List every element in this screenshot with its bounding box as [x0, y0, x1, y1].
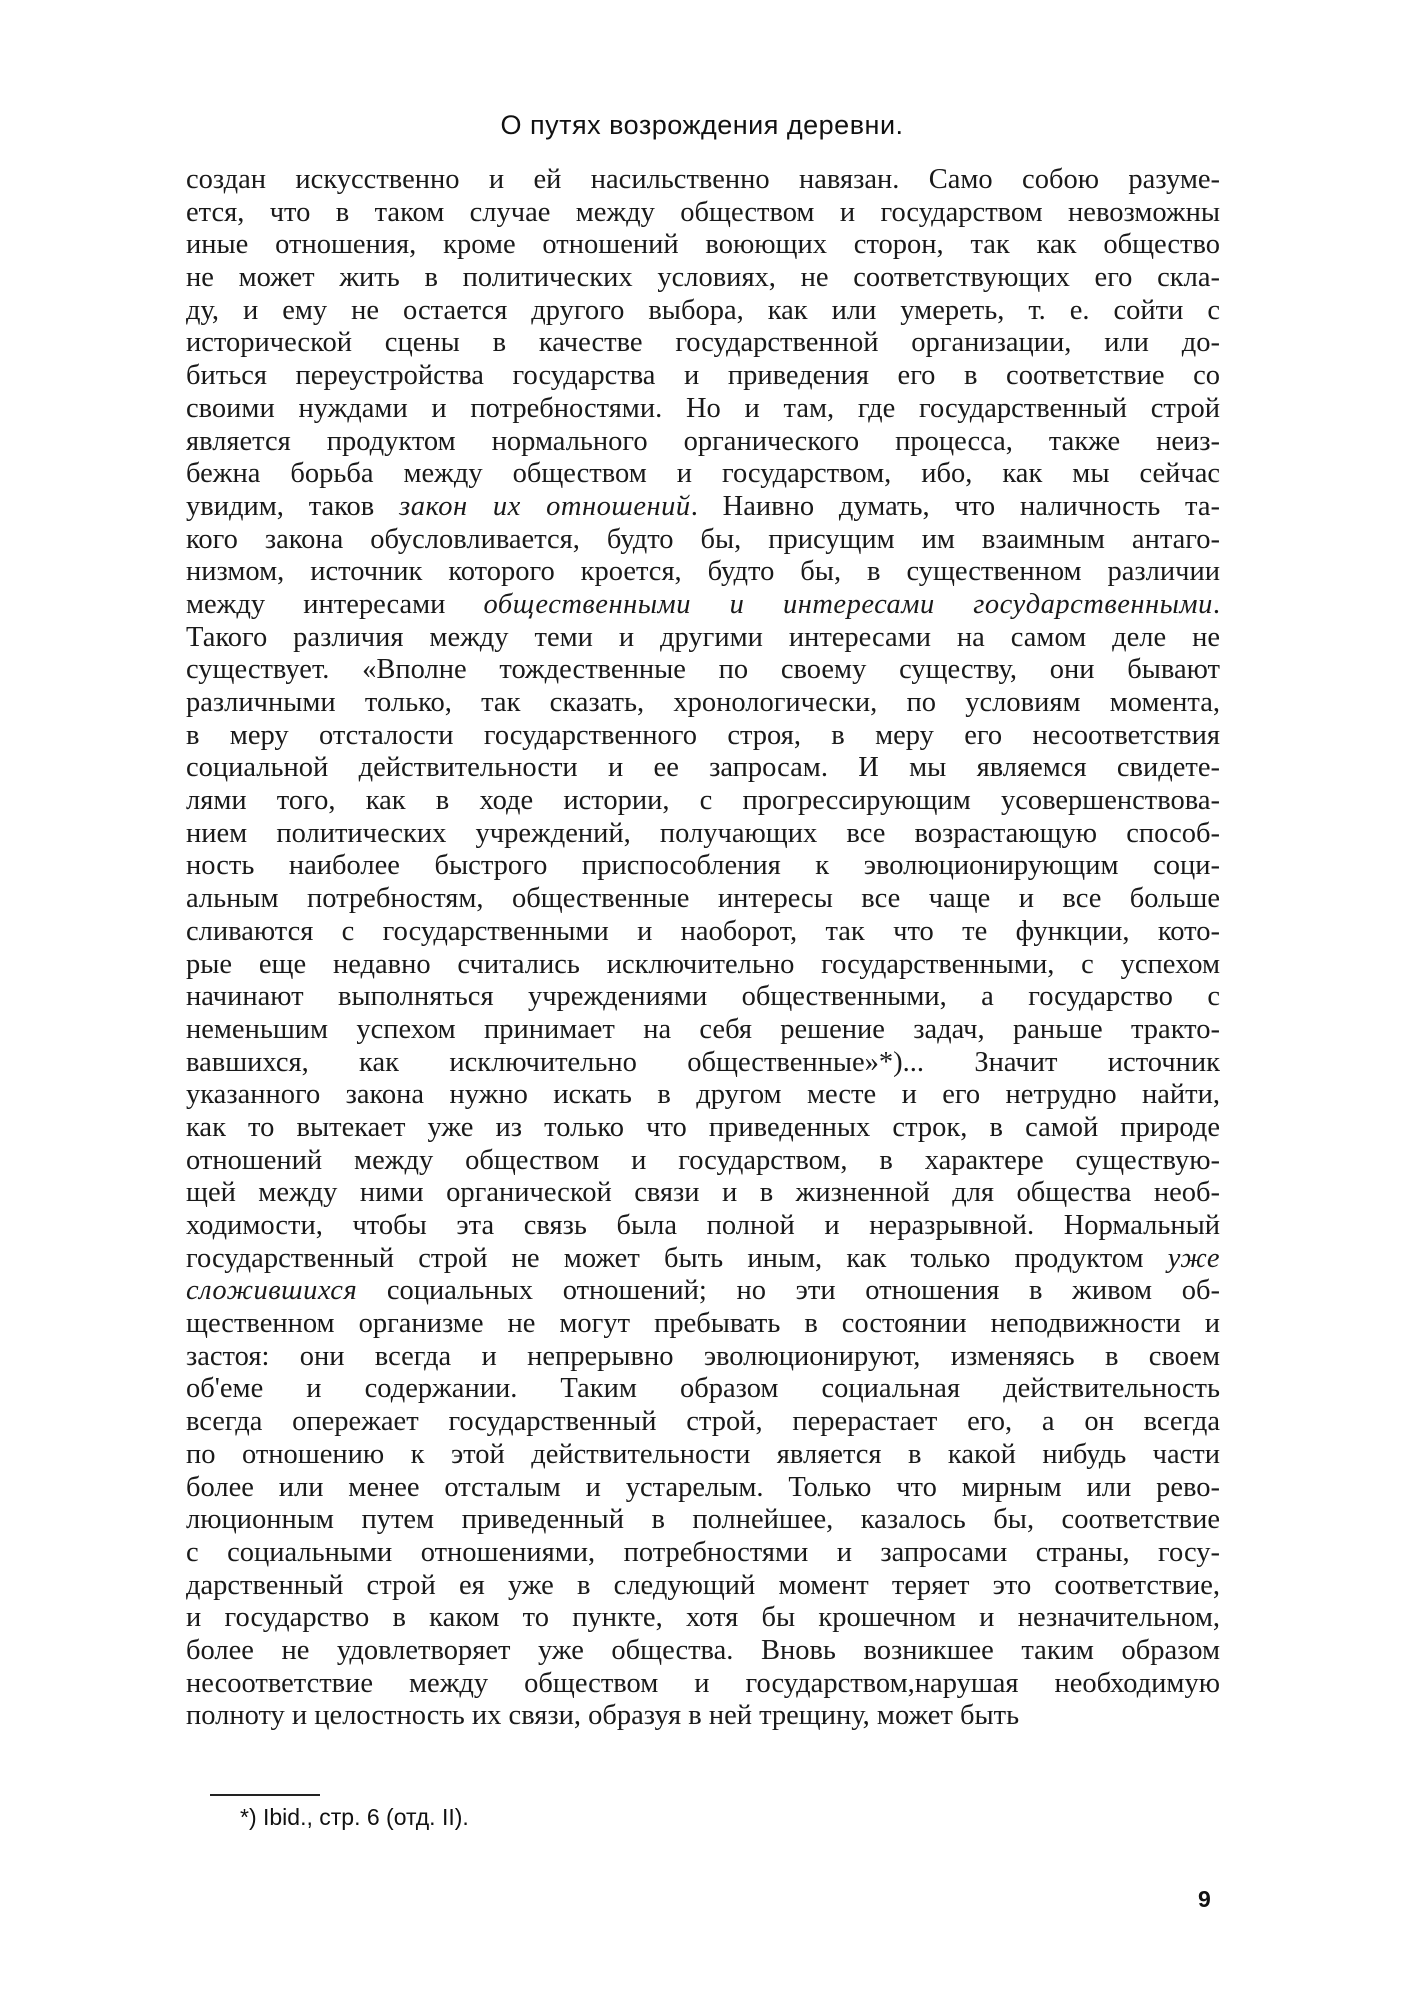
- text-segment: более или менее отсталым и устарелым. Только что мирным или рево-: [186, 1471, 1220, 1503]
- text-segment: сливаются с государственными и наоборот, так что те функции, кото-: [186, 915, 1220, 947]
- text-segment: бежна борьба между обществом и государством, ибо, как мы сейчас: [186, 458, 1220, 490]
- text-segment: иные отношения, кроме отношений воюющих сторон, так как общество: [186, 229, 1220, 261]
- text-segment: начинают выполняться учреждениями общественными, а государство с: [186, 981, 1220, 1013]
- text-segment: щественном организме не могут пребывать в состоянии неподвижности и: [186, 1308, 1220, 1340]
- text-line: [186, 1439, 1220, 1472]
- footnote: *) Ibid., стр. 6 (отд. II).: [240, 1804, 469, 1830]
- text-line: [186, 1210, 1220, 1243]
- page-number: 9: [1198, 1886, 1211, 1912]
- text-line: [186, 1373, 1220, 1406]
- text-segment: неменьшим успехом принимает на себя решение задач, раньше тракто-: [186, 1013, 1220, 1045]
- text-segment: ходимости, чтобы эта связь была полной и неразрывной. Нормальный: [186, 1210, 1220, 1241]
- text-segment: в меру отсталости государственного строя, в меру его несоответствия: [186, 719, 1220, 751]
- text-line: [186, 491, 1220, 524]
- text-segment: дарственный строй ея уже в следующий момент теряет это соответствие,: [186, 1569, 1220, 1601]
- text-line: [186, 1014, 1220, 1047]
- text-line: [186, 720, 1220, 753]
- text-segment: вавшихся, как исключительно общественные»*)... Значит источник: [186, 1046, 1220, 1078]
- text-line: [186, 1570, 1220, 1603]
- text-segment: ется, что в таком случае между обществом и государством невозможны: [186, 196, 1220, 228]
- text-line: [186, 589, 1220, 622]
- text-segment: и государство в каком то пункте, хотя бы крошечном и незначительном,: [186, 1602, 1220, 1634]
- text-segment: . Наивно думать, что наличность та-: [690, 490, 1220, 522]
- text-segment: ду, и ему не остается другого выбора, как или умереть, т. е. сойти с: [186, 294, 1220, 326]
- text-segment: более не удовлетворяет уже общества. Вновь возникшее таким образом: [186, 1634, 1220, 1666]
- text-line: [186, 426, 1220, 459]
- text-line: [186, 1406, 1220, 1439]
- text-segment: различными только, так сказать, хронологически, по условиям момента,: [186, 687, 1220, 718]
- text-line: [186, 360, 1220, 393]
- text-segment: полноту и целостность их связи, образуя в ней трещину, может быть: [186, 1700, 1020, 1732]
- text-segment: является продуктом нормального органического процесса, также неиз-: [186, 425, 1220, 457]
- text-segment: Такого различия между теми и другими интересами на самом деле не: [186, 621, 1220, 653]
- text-line: [186, 916, 1220, 949]
- body-text: [186, 164, 1220, 1733]
- text-line: [186, 1177, 1220, 1210]
- text-line: [186, 1668, 1220, 1701]
- text-line: [186, 458, 1220, 491]
- text-segment: как то вытекает уже из только что приведенных строк, в самой природе: [186, 1111, 1220, 1143]
- text-segment: об'еме и содержании. Таким образом социальная действительность: [186, 1373, 1220, 1405]
- text-segment: по отношению к этой действительности является в какой нибудь части: [186, 1438, 1220, 1470]
- text-segment: кого закона обусловливается, будто бы, присущим им взаимным антаго-: [186, 523, 1220, 555]
- text-line: [186, 1145, 1220, 1178]
- running-title: О путях возрождения деревни.: [500, 110, 904, 140]
- text-line: [186, 1112, 1220, 1145]
- text-line: [186, 622, 1220, 655]
- text-line: [186, 1275, 1220, 1308]
- text-line: [186, 295, 1220, 328]
- text-segment: социальной действительности и ее запросам. И мы являемся свидете-: [186, 752, 1220, 784]
- text-line: [186, 229, 1220, 262]
- emphasis-text: закон их отношений: [399, 490, 691, 522]
- text-line: [186, 164, 1220, 197]
- text-line: [186, 818, 1220, 851]
- text-line: [186, 687, 1220, 720]
- text-line: [186, 1504, 1220, 1537]
- text-line: [186, 524, 1220, 557]
- text-line: [186, 752, 1220, 785]
- text-line: [186, 1308, 1220, 1341]
- text-line: [186, 850, 1220, 883]
- text-segment: щей между ними органической связи и в жизненной для общества необ-: [186, 1177, 1220, 1209]
- text-line: [186, 393, 1220, 426]
- text-line: [186, 1537, 1220, 1570]
- text-line: [186, 1341, 1220, 1374]
- text-line: [186, 1047, 1220, 1080]
- footnote-rule: [210, 1794, 320, 1796]
- text-line: [186, 1243, 1220, 1276]
- text-line: [186, 1079, 1220, 1112]
- text-line: [186, 262, 1220, 295]
- text-segment: альным потребностям, общественные интересы все чаще и все больше: [186, 883, 1220, 915]
- text-segment: рые еще недавно считались исключительно государственными, с успехом: [186, 948, 1220, 980]
- text-segment: ность наиболее быстрого приспособления к эволюционирующим соци-: [186, 850, 1220, 882]
- text-segment: люционным путем приведенный в полнейшее, казалось бы, соответствие: [186, 1504, 1220, 1536]
- text-line: [186, 981, 1220, 1014]
- text-line: [186, 1700, 1220, 1733]
- emphasis-text: сложившихся: [186, 1275, 358, 1307]
- text-segment: увидим, таков: [186, 490, 400, 522]
- text-segment: своими нуждами и потребностями. Но и там, где государственный строй: [186, 392, 1220, 424]
- text-line: [186, 556, 1220, 589]
- text-segment: всегда опережает государственный строй, перерастает его, а он всегда: [186, 1406, 1220, 1438]
- text-line: [186, 1602, 1220, 1635]
- text-segment: застоя: они всегда и непрерывно эволюционируют, изменяясь в своем: [186, 1340, 1220, 1372]
- text-segment: биться переустройства государства и приведения его в соответствие со: [186, 360, 1220, 392]
- text-segment: указанного закона нужно искать в другом месте и его нетрудно найти,: [186, 1079, 1220, 1111]
- text-line: [186, 949, 1220, 982]
- text-line: [186, 1472, 1220, 1505]
- text-segment: исторической сцены в качестве государственной организации, или до-: [186, 327, 1220, 359]
- text-segment: социальных отношений; но эти отношения в живом об-: [357, 1275, 1220, 1307]
- text-segment: между интересами: [186, 588, 484, 620]
- text-segment: .: [1212, 588, 1220, 620]
- text-segment: государственный строй не может быть иным, как только продуктом: [186, 1242, 1168, 1274]
- text-segment: с социальными отношениями, потребностями и запросами страны, госу-: [186, 1536, 1220, 1568]
- text-line: [186, 197, 1220, 230]
- text-line: [186, 1635, 1220, 1668]
- text-line: [186, 327, 1220, 360]
- text-segment: создан искусственно и ей насильственно навязан. Само собою разуме-: [186, 164, 1220, 195]
- text-segment: отношений между обществом и государством, в характере существую-: [186, 1144, 1220, 1176]
- text-segment: несоответствие между обществом и государством,нарушая необходимую: [186, 1667, 1220, 1699]
- text-segment: лями того, как в ходе истории, с прогрессирующим усовершенствова-: [186, 785, 1220, 817]
- text-segment: низмом, источник которого кроется, будто бы, в существенном различии: [186, 556, 1220, 588]
- text-segment: не может жить в политических условиях, не соответствующих его скла-: [186, 262, 1220, 294]
- text-line: [186, 785, 1220, 818]
- emphasis-text: общественными и интересами государственными: [483, 588, 1213, 620]
- emphasis-text: уже: [1167, 1242, 1220, 1274]
- text-segment: нием политических учреждений, получающих все возрастающую способ-: [186, 817, 1220, 849]
- text-segment: существует. «Вполне тождественные по своему существу, они бывают: [186, 654, 1220, 686]
- text-line: [186, 654, 1220, 687]
- text-line: [186, 883, 1220, 916]
